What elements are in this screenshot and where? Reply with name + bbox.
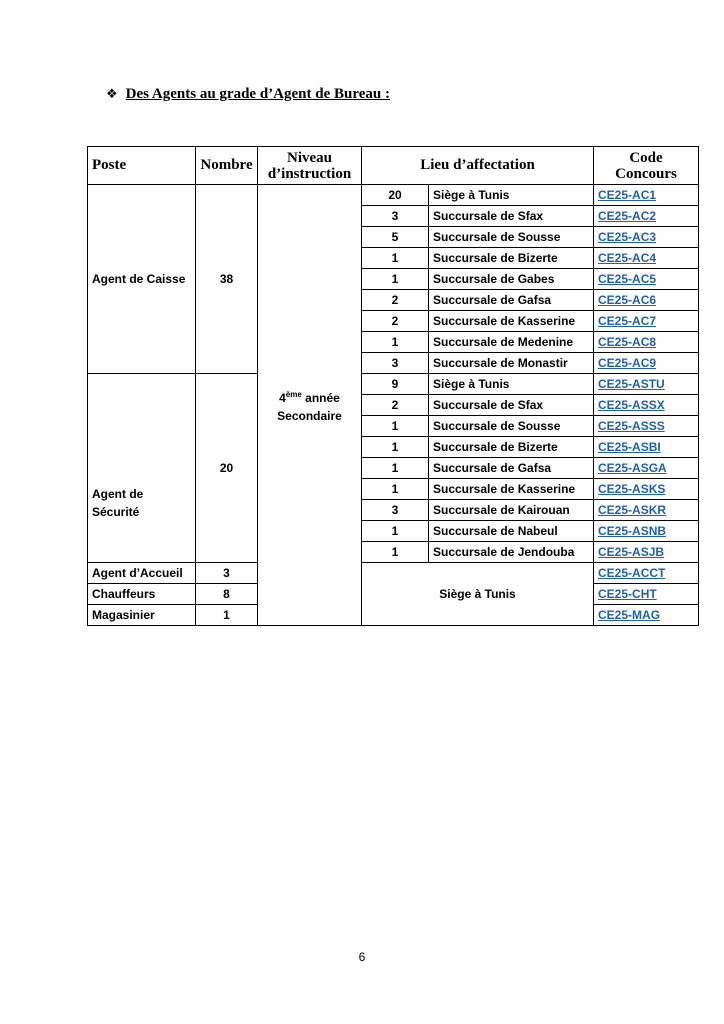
code-link[interactable]: CE25-ASBI: [598, 440, 661, 454]
nombre-chauffeurs: 8: [196, 584, 258, 605]
row-lieu: Succursale de Nabeul: [429, 521, 594, 542]
row-count: 9: [362, 374, 429, 395]
nombre-agent-de-securite: 20: [196, 374, 258, 563]
row-lieu: Succursale de Bizerte: [429, 248, 594, 269]
niveau-ordinal: 4: [279, 390, 286, 405]
code-link[interactable]: CE25-ASNB: [598, 524, 667, 538]
row-code: [594, 227, 699, 248]
row-lieu: Succursale de Bizerte: [429, 437, 594, 458]
row-lieu: Succursale de Monastir: [429, 353, 594, 374]
code-link[interactable]: CE25-AC3: [598, 230, 657, 244]
code-link[interactable]: CE25-AC1: [598, 188, 657, 202]
code-link[interactable]: CE25-ASSX: [598, 398, 665, 412]
row-count: 3: [362, 500, 429, 521]
code-link[interactable]: CE25-AC6: [598, 293, 657, 307]
row-code: [594, 395, 699, 416]
recruitment-table: [87, 146, 699, 626]
row-code: [594, 500, 699, 521]
row-count: 1: [362, 479, 429, 500]
table-row: [88, 185, 699, 206]
row-lieu: Succursale de Jendouba: [429, 542, 594, 563]
row-count: 1: [362, 332, 429, 353]
row-code: [594, 563, 699, 584]
header-code: Code Concours: [594, 147, 699, 185]
row-code: [594, 584, 699, 605]
row-lieu: Siège à Tunis: [429, 374, 594, 395]
code-link[interactable]: CE25-AC8: [598, 335, 657, 349]
code-link[interactable]: CE25-AC9: [598, 356, 657, 370]
row-count: 2: [362, 290, 429, 311]
row-lieu: Siège à Tunis: [429, 185, 594, 206]
section-heading: [106, 86, 390, 103]
row-code: [594, 290, 699, 311]
row-count: 1: [362, 248, 429, 269]
code-link[interactable]: CE25-AC4: [598, 251, 657, 265]
row-count: 3: [362, 206, 429, 227]
header-niveau: Niveau d’instruction: [258, 147, 362, 185]
row-code: [594, 479, 699, 500]
code-link[interactable]: CE25-MAG: [598, 608, 661, 622]
table-row: [88, 374, 699, 395]
poste-chauffeurs: Chauffeurs: [88, 584, 196, 605]
row-count: 5: [362, 227, 429, 248]
code-link[interactable]: CE25-AC7: [598, 314, 657, 328]
header-nombre: Nombre: [196, 147, 258, 185]
code-link[interactable]: CE25-ASTU: [598, 377, 665, 391]
row-code: [594, 185, 699, 206]
code-link[interactable]: CE25-AC2: [598, 209, 657, 223]
row-count: 2: [362, 311, 429, 332]
nombre-agent-d-accueil: 3: [196, 563, 258, 584]
niveau-ordinal-suffix: ème: [285, 389, 302, 399]
row-code: [594, 542, 699, 563]
shared-lieu: Siège à Tunis: [362, 563, 594, 626]
nombre-magasinier: 1: [196, 605, 258, 626]
poste-magasinier: Magasinier: [88, 605, 196, 626]
row-code: [594, 521, 699, 542]
section-title: Des Agents au grade d’Agent de Bureau :: [125, 86, 390, 102]
row-lieu: Succursale de Medenine: [429, 332, 594, 353]
header-poste: Poste: [88, 147, 196, 185]
code-link[interactable]: CE25-ASGA: [598, 461, 667, 475]
row-lieu: Succursale de Gabes: [429, 269, 594, 290]
row-count: 1: [362, 269, 429, 290]
row-lieu: Succursale de Sfax: [429, 395, 594, 416]
row-count: 3: [362, 353, 429, 374]
row-lieu: Succursale de Sousse: [429, 416, 594, 437]
niveau-instruction: [258, 185, 362, 626]
page-number: 6: [358, 950, 366, 964]
nombre-agent-de-caisse: 38: [196, 185, 258, 374]
row-count: 1: [362, 542, 429, 563]
row-count: 2: [362, 395, 429, 416]
row-count: 1: [362, 521, 429, 542]
row-lieu: Succursale de Sfax: [429, 206, 594, 227]
code-link[interactable]: CE25-ASKS: [598, 482, 666, 496]
row-lieu: Succursale de Gafsa: [429, 290, 594, 311]
poste-agent-de-caisse: Agent de Caisse: [88, 185, 196, 374]
code-link[interactable]: CE25-CHT: [598, 587, 657, 601]
row-count: 1: [362, 458, 429, 479]
row-code: [594, 353, 699, 374]
niveau-annee: année: [301, 390, 340, 405]
row-code: [594, 416, 699, 437]
row-code: [594, 458, 699, 479]
row-code: [594, 437, 699, 458]
code-link[interactable]: CE25-ASSS: [598, 419, 665, 433]
table-row: [88, 563, 699, 584]
poste-agent-de-securite: Agent de Sécurité: [88, 374, 196, 563]
code-link[interactable]: CE25-ACCT: [598, 566, 666, 580]
niveau-level: Secondaire: [277, 408, 342, 423]
row-count: 1: [362, 416, 429, 437]
row-code: [594, 248, 699, 269]
header-lieu: Lieu d’affectation: [362, 147, 594, 185]
row-count: 1: [362, 437, 429, 458]
row-count: 20: [362, 185, 429, 206]
code-link[interactable]: CE25-AC5: [598, 272, 657, 286]
row-code: [594, 332, 699, 353]
table-header-row: [88, 147, 699, 185]
row-code: [594, 605, 699, 626]
code-link[interactable]: CE25-ASKR: [598, 503, 667, 517]
row-code: [594, 269, 699, 290]
diamond-bullet-icon: ❖: [106, 87, 118, 102]
row-lieu: Succursale de Kasserine: [429, 311, 594, 332]
row-lieu: Succursale de Kasserine: [429, 479, 594, 500]
code-link[interactable]: CE25-ASJB: [598, 545, 665, 559]
row-lieu: Succursale de Sousse: [429, 227, 594, 248]
row-code: [594, 374, 699, 395]
row-code: [594, 311, 699, 332]
row-lieu: Succursale de Gafsa: [429, 458, 594, 479]
row-lieu: Succursale de Kairouan: [429, 500, 594, 521]
poste-agent-d-accueil: Agent d’Accueil: [88, 563, 196, 584]
row-code: [594, 206, 699, 227]
